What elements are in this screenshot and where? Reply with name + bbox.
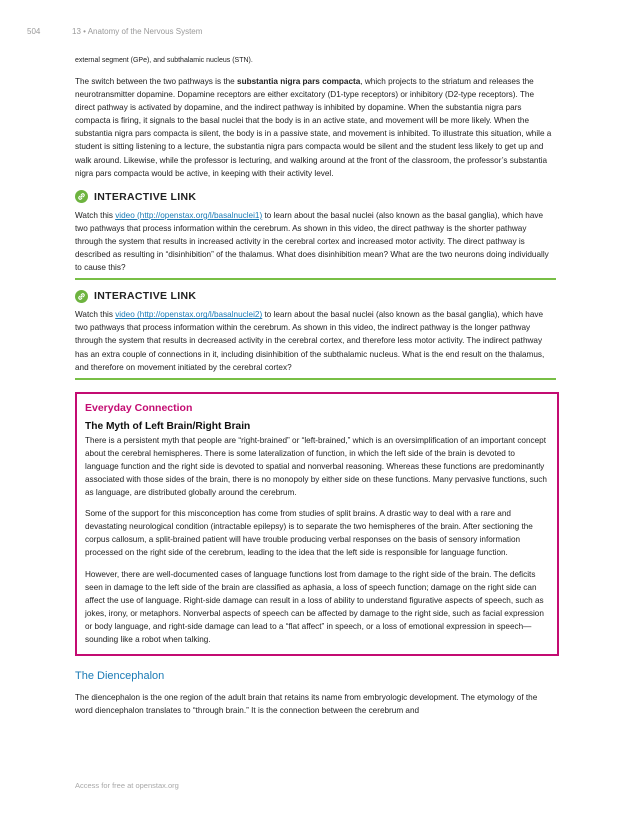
section-paragraph: The diencephalon is the one region of the adult brain that retains its name from embryologic development. The etymology of the word diencephalon translates to “through brain.” It is the connection between the cerebrum and <box>75 693 538 716</box>
il-text-pre: Watch this <box>75 210 116 220</box>
page-number: 504 <box>27 27 41 36</box>
section-heading: The Diencephalon <box>75 670 165 683</box>
running-title: 13 • Anatomy of the Nervous System <box>72 27 203 36</box>
interactive-link-header <box>75 189 556 205</box>
interactive-link-box-1 <box>75 189 556 280</box>
key-term: substantia nigra pars compacta <box>237 77 361 86</box>
interactive-link-divider <box>75 378 556 380</box>
video-link-2[interactable]: video (http://openstax.org/l/basalnuclei2) <box>115 310 263 320</box>
everyday-connection-box <box>75 392 559 656</box>
para-switch-rest: , which projects to the striatum and releases the neurotransmitter dopamine. Dopamine receptors are either excitatory (D1-type receptors) or inhibitory (D2-type receptors). The direct pathway is activated by dopamine, and the indirect pathway is inhibited by dopamine. When the substantia nigra pars compacta is firing, it signals to the basal nuclei that the body is in an active state, and movement will be more likely. When the substantia nigra pars compacta is silent, the body is in a passive state, and movement is inhibited. To illustrate this situation, while a student is sitting listening to a lecture, the substantia nigra pars compacta would be silent and the student less likely to get up and walk around. Likewise, while the professor is lecturing, and walking around at the front of the classroom, the professor’s substantia nigra pars compacta would be active, in keeping with their activity level. <box>75 77 552 178</box>
feature-paragraph: However, there are well-documented cases of language functions lost from damage to the right side of the brain. The deficits seen in damage to the left side of the brain are classified as aphasia, a loss of speech function; damage on the right side can affect the use of language. Right-side damage can result in a loss of ability to understand figurative aspects of speech, such as jokes, irony, or metaphors. Nonverbal aspects of speech can be affected by damage to the right side, such as facial expression or body language, and right-side damage can lead to a “flat affect” in speech, or a loss of emotional expression in speech—sounding like a robot when talking. <box>85 569 544 644</box>
interactive-link-text <box>75 209 556 274</box>
paragraph-switch <box>75 75 556 180</box>
video-link-1[interactable]: video (http://openstax.org/l/basalnuclei1) <box>115 210 263 220</box>
feature-label: Everyday Connection <box>85 401 193 414</box>
feature-paragraph: Some of the support for this misconception has come from studies of split brains. A drastic way to deal with a rare and devastating neurological condition (intractable epilepsy) is to separate the two hemispheres of the brain. After sectioning the corpus callosum, a split-brained patient will have trouble producing verbal responses on the basis of sensory information processed on the right side of the cerebrum, leading to the idea that the left side is responsible for language function. <box>85 509 533 558</box>
link-icon <box>75 290 88 303</box>
il-text-post: to learn about the basal nuclei (also known as the basal ganglia), which have two pathways that process information within the cerebrum. As shown in this video, the indirect pathway is the longer pathway through the system that results in decreased activity in the cerebral cortex, and therefore less motor activity. The indirect pathway has an extra couple of connections in it, including disinhibition of the subthalamic nucleus. What is the end result on the thalamus, and therefore on movement initiated by the cerebral cortex? <box>75 310 545 372</box>
il-text-pre: Watch this <box>75 310 116 320</box>
interactive-link-box-2 <box>75 288 556 379</box>
page-content <box>75 55 556 717</box>
feature-paragraph: There is a persistent myth that people are “right-brained” or “left-brained,” which is an oversimplification of an important concept about the cerebral hemispheres. There is some lateralization of function, in which the left side of the brain is devoted to language function and the right side is devoted to spatial and nonverbal reasoning. Whereas these functions are predominantly associated with those sides of the brain, there is no monopoly by either side on these functions. Many pervasive functions, such as language, are distributed globally around the cerebrum. <box>85 435 547 498</box>
interactive-link-text <box>75 308 556 373</box>
feature-title: The Myth of Left Brain/Right Brain <box>85 420 251 432</box>
page-footer: Access for free at openstax.org <box>75 781 179 790</box>
top-fragment: external segment (GPe), and subthalamic nucleus (STN). <box>75 57 253 64</box>
interactive-link-title: INTERACTIVE LINK <box>94 190 197 203</box>
interactive-link-title: INTERACTIVE LINK <box>94 290 197 303</box>
link-icon <box>75 190 88 203</box>
il-text-post: to learn about the basal nuclei (also known as the basal ganglia), which have two pathways that process information within the cerebrum. As shown in this video, the direct pathway is the shorter pathway through the system that results in increased activity in the cerebral cortex and increased motor activity. The direct pathway is described as resulting in “disinhibition” of the thalamus. What does disinhibition mean? What are the two neurons doing individually to cause this? <box>75 210 549 273</box>
para-switch-lead: The switch between the two pathways is the <box>75 77 238 86</box>
page-header <box>27 27 202 36</box>
interactive-link-divider <box>75 278 556 280</box>
interactive-link-header <box>75 288 556 304</box>
